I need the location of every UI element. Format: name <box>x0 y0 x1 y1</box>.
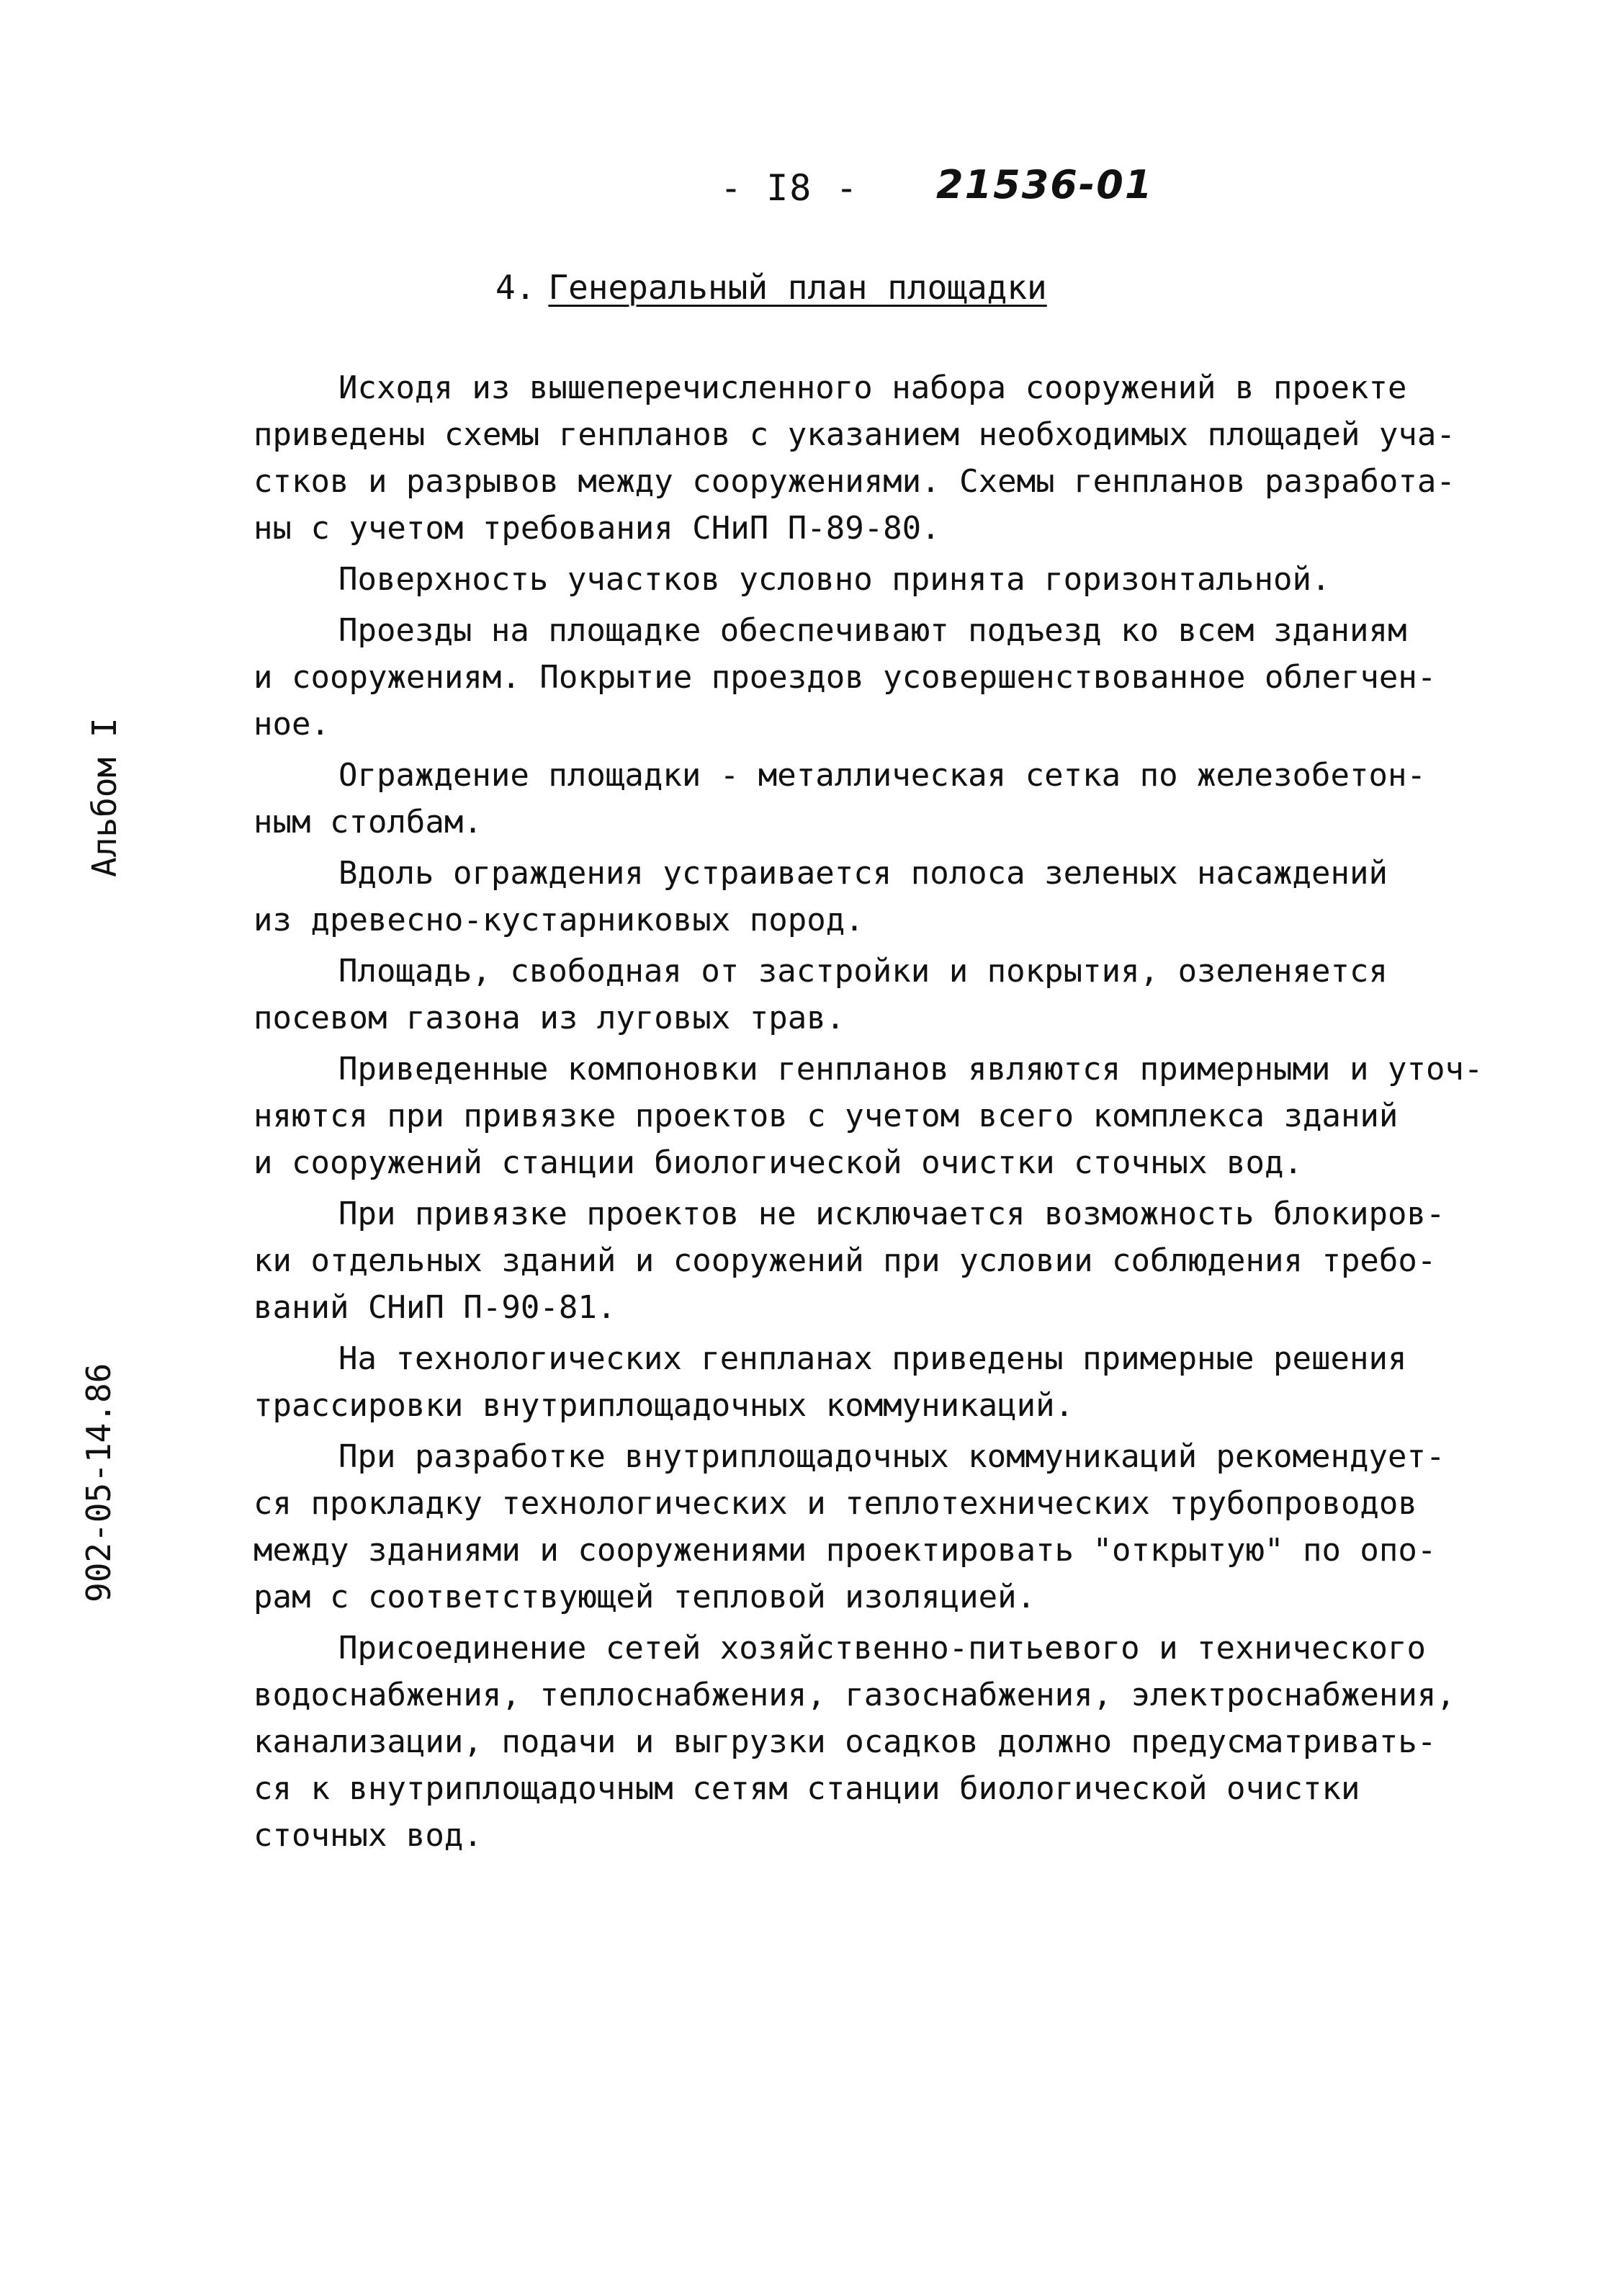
text-line: Исходя из вышеперечисленного набора сооружений в проекте <box>338 369 1407 406</box>
text-line: и сооружениям. Покрытие проездов усовершенствованное облегчен- <box>253 659 1437 696</box>
text-line: Присоединение сетей хозяйственно-питьевого и технического <box>338 1630 1426 1667</box>
text-line: ным столбам. <box>253 804 482 840</box>
text-line: канализации, подачи и выгрузки осадков должно предусматривать- <box>253 1723 1437 1760</box>
text-line: ся прокладку технологических и теплотехнических трубопроводов <box>253 1485 1417 1522</box>
text-line: При разработке внутриплощадочных коммуникаций рекомендует- <box>338 1438 1445 1475</box>
section-number: 4. <box>495 268 536 307</box>
text-line: При привязке проектов не исключается возможность блокиров- <box>338 1196 1445 1232</box>
album-label: Альбом I <box>85 717 124 877</box>
document-code: 21536-01 <box>936 162 1154 207</box>
text-line: приведены схемы генпланов с указанием необходимых площадей уча- <box>253 416 1455 453</box>
text-line: Проезды на площадке обеспечивают подъезд ко всем зданиям <box>338 612 1407 649</box>
text-line: и сооружений станции биологической очистки сточных вод. <box>253 1144 1303 1181</box>
text-line: няются при привязке проектов с учетом всего комплекса зданий <box>253 1098 1399 1134</box>
text-line: рам с соответствующей тепловой изоляцией. <box>253 1579 1036 1615</box>
text-line: водоснабжения, теплоснабжения, газоснабжения, электроснабжения, <box>253 1677 1455 1713</box>
text-line: Вдоль ограждения устраивается полоса зеленых насаждений <box>338 855 1388 892</box>
text-line: Поверхность участков условно принята горизонтальной. <box>338 561 1331 598</box>
section-heading <box>495 268 1047 307</box>
text-line: ся к внутриплощадочным сетям станции биологической очистки <box>253 1770 1360 1807</box>
text-line: Площадь, свободная от застройки и покрытия, озеленяется <box>338 953 1388 990</box>
body-text <box>253 364 1521 1859</box>
text-line: Приведенные компоновки генпланов являются примерными и уточ- <box>338 1051 1483 1088</box>
page-number: - I8 - <box>720 167 859 209</box>
text-line: ное. <box>253 706 330 743</box>
series-code: 902-05-14.86 <box>79 1363 118 1602</box>
text-line: стков и разрывов между сооружениями. Схемы генпланов разработа- <box>253 463 1455 500</box>
text-line: ки отдельных зданий и сооружений при условии соблюдения требо- <box>253 1242 1437 1279</box>
text-line: ваний СНиП П-90-81. <box>253 1289 616 1326</box>
text-line: из древесно-кустарниковых пород. <box>253 902 864 938</box>
text-line: между зданиями и сооружениями проектировать "открытую" по опо- <box>253 1532 1437 1569</box>
text-line: трассировки внутриплощадочных коммуникаций. <box>253 1387 1074 1424</box>
section-title: Генеральный план площадки <box>548 268 1047 307</box>
text-line: посевом газона из луговых трав. <box>253 1000 845 1036</box>
text-line: Ограждение площадки - металлическая сетка по железобетон- <box>338 757 1426 794</box>
text-line: ны с учетом требования СНиП П-89-80. <box>253 510 941 547</box>
text-line: На технологических генпланах приведены примерные решения <box>338 1340 1407 1377</box>
text-line: сточных вод. <box>253 1817 482 1854</box>
